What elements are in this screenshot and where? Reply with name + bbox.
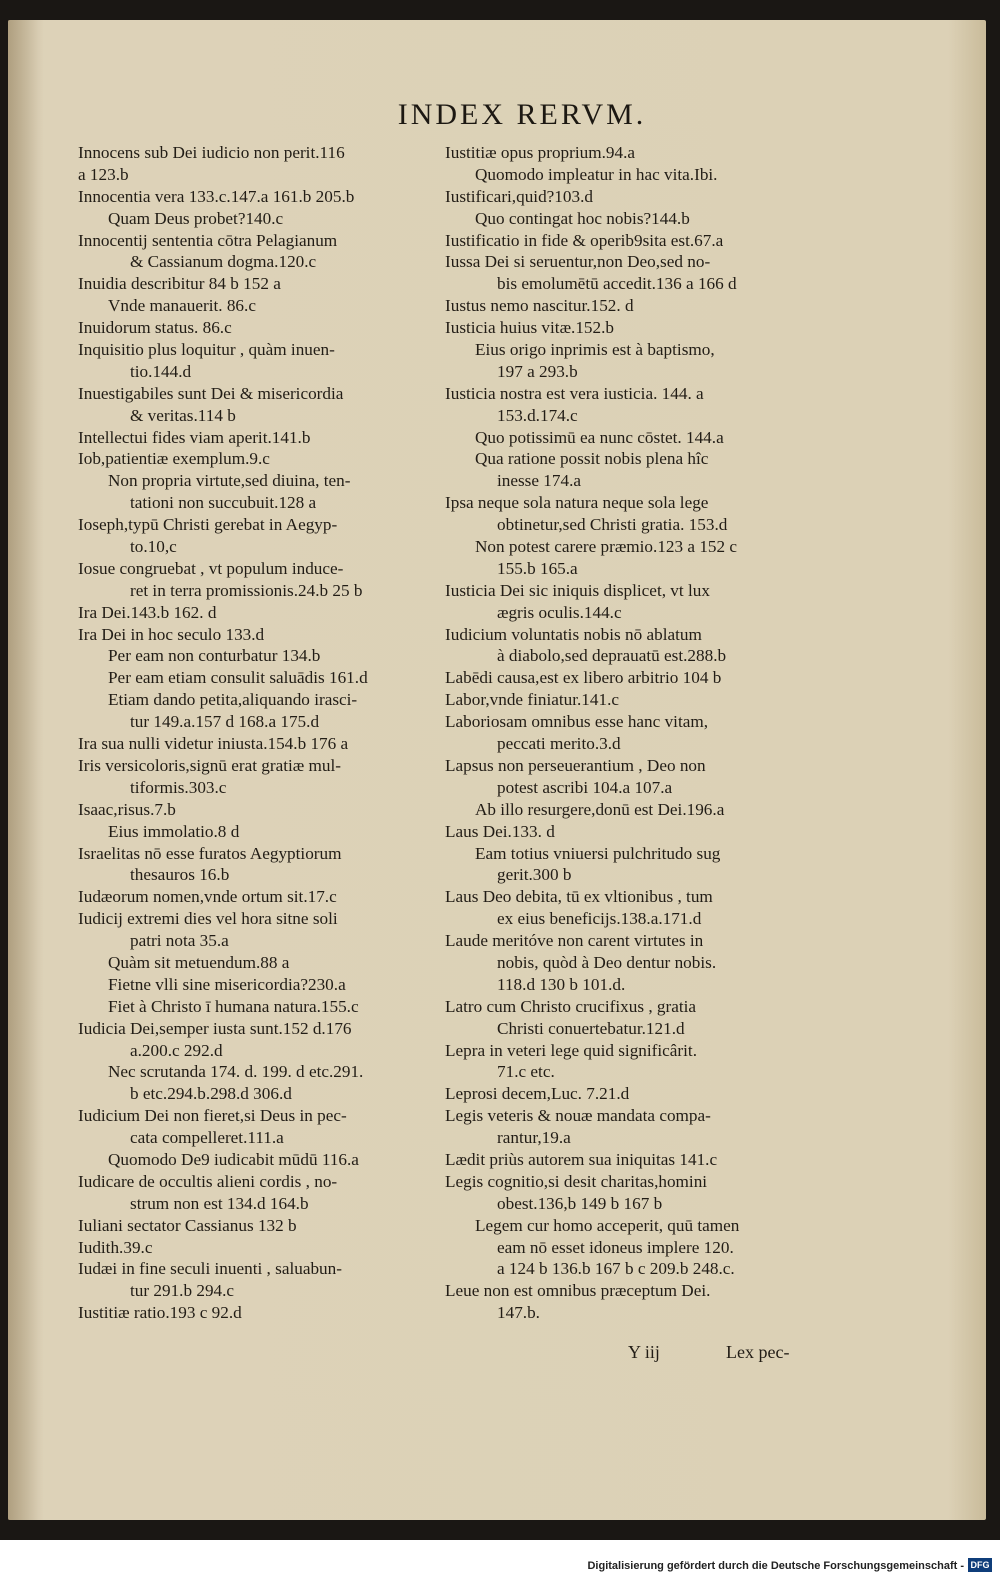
index-entry-line: 155.b 165.a <box>497 558 578 578</box>
credit-bar <box>0 1540 1000 1591</box>
index-entry-line: à diabolo,sed deprauatū est.288.b <box>497 646 727 666</box>
index-entry-line: Legem cur homo acceperit, quū tamen <box>475 1215 740 1235</box>
index-entry-line: Inquisitio plus loquitur , quàm inuen- <box>78 340 335 360</box>
index-entry-line: Ira Dei in hoc seculo 133.d <box>78 624 265 644</box>
index-entry-line: Latro cum Christo crucifixus , gratia <box>445 996 697 1016</box>
index-column-left <box>78 142 440 1324</box>
index-entry-line: Eam totius vniuersi pulchritudo sug <box>475 843 721 863</box>
index-entry-line: rantur,19.a <box>497 1128 571 1148</box>
index-entry-line: & Cassianum dogma.120.c <box>130 252 317 272</box>
index-entry-line: Iustus nemo nascitur.152. d <box>445 296 634 316</box>
index-entry-line: Etiam dando petita,aliquando irasci- <box>108 690 358 710</box>
index-entry-line: Iob,patientiæ exemplum.9.c <box>78 449 270 469</box>
index-entry-line: Ioseph,typū Christi gerebat in Aegyp- <box>78 515 338 535</box>
index-entry-line: 118.d 130 b 101.d. <box>497 974 626 994</box>
index-entry-line: Inuidorum status. 86.c <box>78 318 232 338</box>
index-entry-line: Iusticia Dei sic iniquis displicet, vt lux <box>445 580 710 600</box>
index-entry-line: Innocentia vera 133.c.147.a 161.b 205.b <box>78 186 355 206</box>
index-entry-line: Eius origo inprimis est à baptismo, <box>475 340 715 360</box>
index-entry-line: obest.136,b 149 b 167 b <box>497 1193 663 1213</box>
index-entry-line: ægris oculis.144.c <box>497 602 622 622</box>
index-entry-line: Labēdi causa,est ex libero arbitrio 104 b <box>445 668 722 688</box>
index-entry-line: Christi conuertebatur.121.d <box>497 1018 685 1038</box>
index-entry-line: bis emolumētū accedit.136 a 166 d <box>497 274 737 294</box>
index-entry-line: nobis, quòd à Deo dentur nobis. <box>497 952 717 972</box>
index-entry-line: Iudicium Dei non fieret,si Deus in pec- <box>78 1106 347 1126</box>
index-entry-line: tio.144.d <box>130 361 192 381</box>
index-entry-line: Iustitiæ ratio.193 c 92.d <box>78 1303 242 1323</box>
index-entry-line: Iudicare de occultis alieni cordis , no- <box>78 1171 338 1191</box>
dfg-logo-icon: DFG <box>968 1558 992 1572</box>
index-entry-line: Israelitas nō esse furatos Aegyptiorum <box>78 843 342 863</box>
index-entry-line: tiformis.303.c <box>130 777 227 797</box>
index-entry-line: Non potest carere præmio.123 a 152 c <box>475 537 738 557</box>
index-entry-line: ret in terra promissionis.24.b 25 b <box>130 580 363 600</box>
index-entry-line: Per eam non conturbatur 134.b <box>108 646 321 666</box>
index-entry-line: Legis cognitio,si desit charitas,homini <box>445 1171 708 1191</box>
index-entry-line: Intellectui fides viam aperit.141.b <box>78 427 311 447</box>
index-entry-line: 153.d.174.c <box>497 405 578 425</box>
index-entry-line: Iudicium voluntatis nobis nō ablatum <box>445 624 702 644</box>
index-entry-line: Fiet à Christo ī humana natura.155.c <box>108 996 359 1016</box>
index-entry-line: Laboriosam omnibus esse hanc vitam, <box>445 712 709 732</box>
index-entry-line: obtinetur,sed Christi gratia. 153.d <box>497 515 728 535</box>
index-entry-line: tur 149.a.157 d 168.a 175.d <box>130 712 320 732</box>
index-entry-line: Lædit priùs autorem sua iniquitas 141.c <box>445 1149 718 1169</box>
index-entry-line: Laus Deo debita, tū ex vltionibus , tum <box>445 887 713 907</box>
index-entry-line: inesse 174.a <box>497 471 582 491</box>
index-entry-line: Isaac,risus.7.b <box>78 799 176 819</box>
index-entry-line: Iudicij extremi dies vel hora sitne soli <box>78 909 338 929</box>
index-entry-line: Fietne vlli sine misericordia?230.a <box>108 974 346 994</box>
index-entry-line: gerit.300 b <box>497 865 572 885</box>
index-entry-line: Nec scrutanda 174. d. 199. d etc.291. <box>108 1062 364 1082</box>
index-entry-line: Iustitiæ opus proprium.94.a <box>445 143 636 162</box>
index-entry-line: Non propria virtute,sed diuina, ten- <box>108 471 351 491</box>
index-entry-line: patri nota 35.a <box>130 931 229 951</box>
index-entry-line: Lapsus non perseuerantium , Deo non <box>445 755 706 775</box>
index-entry-line: Iris versicoloris,signū erat gratiæ mul- <box>78 755 342 775</box>
index-entry-line: Quomodo De9 iudicabit mūdū 116.a <box>108 1149 359 1169</box>
index-entry-line: eam nō esset idoneus implere 120. <box>497 1237 734 1257</box>
index-entry-line: Inuestigabiles sunt Dei & misericordia <box>78 383 344 403</box>
index-entry-line: Ipsa neque sola natura neque sola lege <box>445 493 709 513</box>
index-entry-line: Leue non est omnibus præceptum Dei. <box>445 1281 711 1301</box>
funding-credit: Digitalisierung gefördert durch die Deutsche Forschungsgemeinschaft - <box>587 1560 964 1572</box>
index-entry-line: Iusticia nostra est vera iusticia. 144. a <box>445 383 704 403</box>
index-entry-line: Laude meritóve non carent virtutes in <box>445 931 704 951</box>
index-entry-line: Quo contingat hoc nobis?144.b <box>475 208 690 228</box>
index-entry-line: a.200.c 292.d <box>130 1040 223 1060</box>
index-entry-line: Inuidia describitur 84 b 152 a <box>78 274 281 294</box>
index-entry-line: to.10,c <box>130 537 177 557</box>
index-entry-line: Qua ratione possit nobis plena hîc <box>475 449 709 469</box>
index-entry-line: Eius immolatio.8 d <box>108 821 240 841</box>
index-entry-line: Innocens sub Dei iudicio non perit.116 <box>78 143 345 162</box>
page-title: INDEX RERVM. <box>397 98 647 131</box>
index-entry-line: b etc.294.b.298.d 306.d <box>130 1084 292 1104</box>
page-gutter-shadow <box>8 20 44 1520</box>
index-entry-line: cata compelleret.111.a <box>130 1128 284 1148</box>
index-entry-line: Quàm sit metuendum.88 a <box>108 952 290 972</box>
index-entry-line: Innocentij sententia cōtra Pelagianum <box>78 230 338 250</box>
index-entry-line: 147.b. <box>497 1303 540 1323</box>
index-entry-line: 197 a 293.b <box>497 361 578 381</box>
index-entry-line: ex eius beneficijs.138.a.171.d <box>497 909 702 929</box>
index-entry-line: Quo potissimū ea nunc cōstet. 144.a <box>475 427 724 447</box>
index-entry-line: Laus Dei.133. d <box>445 821 555 841</box>
index-entry-line: Lepra in veteri lege quid significârit. <box>445 1040 697 1060</box>
index-entry-line: Quam Deus probet?140.c <box>108 208 284 228</box>
index-entry-line: thesauros 16.b <box>130 865 230 885</box>
index-entry-line: Labor,vnde finiatur.141.c <box>445 690 619 710</box>
index-entry-line: & veritas.114 b <box>130 405 236 425</box>
index-entry-line: tationi non succubuit.128 a <box>130 493 317 513</box>
catchword: Lex pec- <box>726 1342 790 1362</box>
index-entry-line: Iudicia Dei,semper iusta sunt.152 d.176 <box>78 1018 352 1038</box>
index-entry-line: Per eam etiam consulit saluādis 161.d <box>108 668 368 688</box>
index-entry-line: Quomodo impleatur in hac vita.Ibi. <box>475 164 718 184</box>
index-column-right <box>445 142 805 1324</box>
index-entry-line: Iuliani sectator Cassianus 132 b <box>78 1215 297 1235</box>
index-entry-line: potest ascribi 104.a 107.a <box>497 777 673 797</box>
index-entry-line: Iudith.39.c <box>78 1237 153 1257</box>
index-entry-line: Ab illo resurgere,donū est Dei.196.a <box>475 799 725 819</box>
index-entry-line: Iudæi in fine seculi inuenti , saluabun- <box>78 1259 342 1279</box>
index-entry-line: Leprosi decem,Luc. 7.21.d <box>445 1084 630 1104</box>
index-entry-line: Vnde manauerit. 86.c <box>108 296 256 316</box>
index-entry-line: strum non est 134.d 164.b <box>130 1193 309 1213</box>
index-entry-line: a 123.b <box>78 164 129 184</box>
index-entry-line: Ira sua nulli videtur iniusta.154.b 176 a <box>78 734 349 754</box>
index-entry-line: Ira Dei.143.b 162. d <box>78 602 217 622</box>
index-entry-line: Iustificatio in fide & operib9sita est.67.a <box>445 230 724 250</box>
signature-mark: Y iij <box>628 1342 660 1362</box>
index-entry-line: Iosue congruebat , vt populum induce- <box>78 558 344 578</box>
index-entry-line: Iustificari,quid?103.d <box>445 186 593 206</box>
book-page <box>8 20 986 1520</box>
index-entry-line: Iudæorum nomen,vnde ortum sit.17.c <box>78 887 337 907</box>
index-entry-line: Legis veteris & nouæ mandata compa- <box>445 1106 711 1126</box>
index-entry-line: a 124 b 136.b 167 b c 209.b 248.c. <box>497 1259 735 1279</box>
index-entry-line: 71.c etc. <box>497 1062 555 1082</box>
index-entry-line: Iussa Dei si seruentur,non Deo,sed no- <box>445 252 711 272</box>
index-entry-line: tur 291.b 294.c <box>130 1281 235 1301</box>
index-entry-line: Iusticia huius vitæ.152.b <box>445 318 615 338</box>
index-entry-line: peccati merito.3.d <box>497 734 621 754</box>
